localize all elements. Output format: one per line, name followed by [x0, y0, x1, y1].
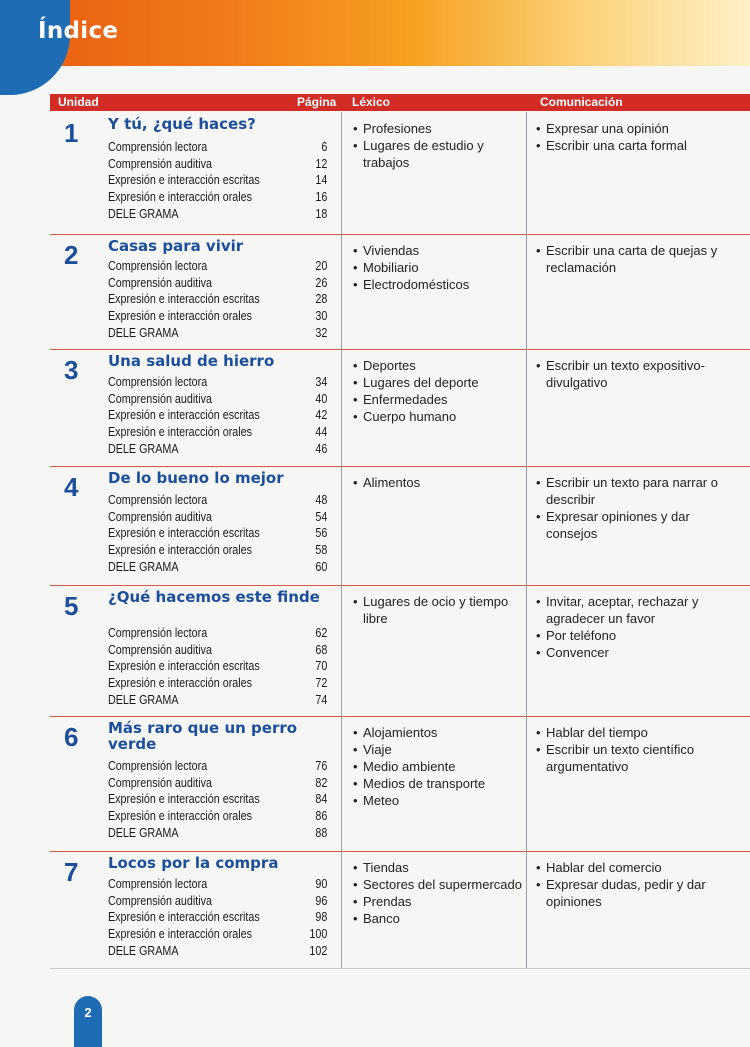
lexicon-list — [353, 859, 523, 927]
lexicon-list — [353, 357, 523, 425]
section-page: 28 — [315, 292, 328, 307]
communication-item: • Expresar opiniones y dar consejos — [536, 508, 741, 542]
unit-title[interactable]: Locos por la compra — [108, 854, 279, 872]
column-divider — [341, 112, 342, 234]
section-entry[interactable] — [108, 275, 328, 293]
lexicon-item: • Prendas — [353, 893, 523, 910]
lexicon-list — [353, 242, 523, 293]
communication-list — [536, 859, 741, 910]
section-label: Comprensión lectora — [108, 375, 208, 389]
section-page: 18 — [315, 206, 328, 221]
section-entry[interactable] — [108, 927, 328, 944]
communication-item: • Invitar, aceptar, rechazar y agradecer un favor — [536, 593, 741, 627]
unit-number: 1 — [64, 118, 79, 148]
section-label: Comprensión lectora — [108, 759, 208, 773]
lexicon-item: • Electrodomésticos — [353, 276, 523, 293]
lexicon-item: • Sectores del supermercado — [353, 876, 523, 893]
section-entry[interactable] — [108, 309, 328, 326]
section-label: Expresión e interacción escritas — [108, 173, 260, 188]
unit-number: 4 — [64, 472, 79, 502]
section-page: 44 — [315, 425, 328, 440]
communication-item: • Escribir un texto para narrar o describir — [536, 474, 741, 508]
section-entry[interactable] — [108, 441, 328, 459]
unit-title[interactable]: Y tú, ¿qué haces? — [108, 115, 256, 133]
column-divider — [526, 466, 527, 585]
unit-row — [50, 585, 750, 717]
header-lexicon: Léxico — [352, 95, 391, 109]
communication-item: • Hablar del tiempo — [536, 724, 741, 741]
section-entry[interactable] — [108, 259, 328, 276]
section-label: Expresión e interacción escritas — [108, 526, 260, 541]
section-entry[interactable] — [108, 408, 328, 425]
section-label: DELE GRAMA — [108, 325, 179, 340]
section-page: 82 — [315, 775, 328, 790]
section-label: DELE GRAMA — [108, 692, 179, 707]
column-divider — [526, 349, 527, 466]
lexicon-item: • Viaje — [353, 741, 523, 758]
section-entry[interactable] — [108, 292, 328, 309]
column-divider — [526, 716, 527, 851]
section-page: 58 — [315, 543, 328, 558]
section-entry[interactable] — [108, 910, 328, 927]
section-page: 40 — [315, 391, 328, 406]
lexicon-item: • Alimentos — [353, 474, 523, 491]
unit-title[interactable]: De lo bueno lo mejor — [108, 469, 284, 487]
section-entry[interactable] — [108, 626, 328, 643]
section-entry[interactable] — [108, 325, 328, 343]
section-label: DELE GRAMA — [108, 943, 179, 958]
section-entry[interactable] — [108, 173, 328, 190]
column-divider — [341, 716, 342, 851]
lexicon-item: • Deportes — [353, 357, 523, 374]
communication-item: • Expresar una opinión — [536, 120, 741, 137]
lexicon-item: • Lugares de ocio y tiempo libre — [353, 593, 523, 627]
section-entry[interactable] — [108, 642, 328, 660]
column-divider — [526, 851, 527, 968]
unit-title[interactable]: Más raro que un perro verde — [108, 719, 298, 753]
section-label: Comprensión lectora — [108, 493, 208, 507]
lexicon-item: • Cuerpo humano — [353, 408, 523, 425]
unit-title[interactable]: ¿Qué hacemos este finde — [108, 588, 320, 606]
section-page: 34 — [315, 375, 328, 389]
section-page: 98 — [315, 910, 328, 925]
section-page: 84 — [315, 792, 328, 807]
header-communication: Comunicación — [540, 95, 623, 109]
communication-item: • Por teléfono — [536, 627, 741, 644]
section-label: Expresión e interacción escritas — [108, 910, 260, 925]
lexicon-item: • Tiendas — [353, 859, 523, 876]
section-page: 60 — [315, 559, 328, 574]
communication-item: • Escribir una carta de quejas y reclamación — [536, 242, 741, 276]
section-label: Comprensión auditiva — [108, 391, 212, 406]
section-entry[interactable] — [108, 140, 328, 157]
section-entry[interactable] — [108, 825, 328, 843]
section-page: 76 — [315, 759, 328, 773]
lexicon-item: • Lugares del deporte — [353, 374, 523, 391]
section-page: 32 — [315, 325, 328, 340]
communication-item: • Expresar dudas, pedir y dar opiniones — [536, 876, 741, 910]
section-page: 72 — [315, 676, 328, 691]
lexicon-item: • Meteo — [353, 792, 523, 809]
section-entry[interactable] — [108, 206, 328, 224]
section-page: 48 — [315, 493, 328, 507]
section-label: Comprensión auditiva — [108, 775, 212, 790]
section-entry[interactable] — [108, 559, 328, 577]
section-page: 56 — [315, 526, 328, 541]
lexicon-list — [353, 120, 523, 171]
section-page: 16 — [315, 190, 328, 205]
section-entry[interactable] — [108, 792, 328, 809]
section-entry[interactable] — [108, 943, 328, 961]
unit-number: 7 — [64, 857, 79, 887]
communication-item: • Escribir una carta formal — [536, 137, 741, 154]
section-entry[interactable] — [108, 526, 328, 543]
section-page: 100 — [309, 927, 328, 942]
lexicon-list — [353, 724, 523, 809]
section-entry[interactable] — [108, 425, 328, 442]
table-header — [50, 94, 750, 111]
section-entry[interactable] — [108, 877, 328, 894]
section-page: 96 — [315, 893, 328, 908]
section-label: Comprensión auditiva — [108, 893, 212, 908]
section-page: 30 — [315, 309, 328, 324]
section-label: Expresión e interacción orales — [108, 425, 253, 440]
lexicon-item: • Banco — [353, 910, 523, 927]
section-label: DELE GRAMA — [108, 441, 179, 456]
section-page: 54 — [315, 509, 328, 524]
lexicon-item: • Enfermedades — [353, 391, 523, 408]
section-entry[interactable] — [108, 375, 328, 392]
lexicon-item: • Profesiones — [353, 120, 523, 137]
section-label: Expresión e interacción escritas — [108, 792, 260, 807]
section-entry[interactable] — [108, 190, 328, 207]
section-page: 74 — [315, 692, 328, 707]
section-entry[interactable] — [108, 156, 328, 174]
section-entry[interactable] — [108, 391, 328, 409]
section-page: 70 — [315, 659, 328, 674]
communication-item: • Convencer — [536, 644, 741, 661]
lexicon-item: • Medio ambiente — [353, 758, 523, 775]
section-label: Expresión e interacción orales — [108, 927, 253, 942]
column-divider — [341, 585, 342, 716]
section-page: 46 — [315, 441, 328, 456]
section-entry[interactable] — [108, 493, 328, 510]
page-number: 2 — [74, 996, 102, 1047]
unit-number: 5 — [64, 591, 79, 621]
section-page: 26 — [315, 275, 328, 290]
section-label: Comprensión lectora — [108, 140, 208, 154]
unit-row — [50, 716, 750, 852]
section-label: Expresión e interacción orales — [108, 190, 253, 205]
section-page: 62 — [315, 626, 328, 640]
section-label: Expresión e interacción escritas — [108, 292, 260, 307]
section-label: DELE GRAMA — [108, 559, 179, 574]
lexicon-list — [353, 593, 523, 627]
section-entry[interactable] — [108, 775, 328, 793]
communication-list — [536, 357, 741, 391]
unit-number: 6 — [64, 722, 79, 752]
unit-number: 3 — [64, 355, 79, 385]
section-label: Expresión e interacción orales — [108, 676, 253, 691]
section-page: 6 — [321, 140, 328, 154]
header-unit: Unidad — [58, 95, 99, 109]
section-entry[interactable] — [108, 509, 328, 527]
section-label: Comprensión lectora — [108, 877, 208, 891]
page-title: Índice — [38, 18, 119, 44]
section-label: Comprensión lectora — [108, 626, 208, 640]
unit-row — [50, 112, 750, 235]
unit-title[interactable]: Casas para vivir — [108, 237, 244, 255]
lexicon-item: • Medios de transporte — [353, 775, 523, 792]
section-label: Expresión e interacción escritas — [108, 659, 260, 674]
section-page: 42 — [315, 408, 328, 423]
unit-row — [50, 234, 750, 350]
section-page: 86 — [315, 809, 328, 824]
unit-row — [50, 466, 750, 586]
section-label: DELE GRAMA — [108, 825, 179, 840]
column-divider — [526, 234, 527, 349]
section-entry[interactable] — [108, 543, 328, 560]
column-divider — [341, 349, 342, 466]
column-divider — [341, 466, 342, 585]
section-entry[interactable] — [108, 692, 328, 710]
section-page: 14 — [315, 173, 328, 188]
column-divider — [341, 851, 342, 968]
section-label: Comprensión auditiva — [108, 275, 212, 290]
section-entry[interactable] — [108, 759, 328, 776]
communication-item: • Escribir un texto expositivo-divulgativo — [536, 357, 741, 391]
section-label: Comprensión lectora — [108, 259, 208, 273]
section-entry[interactable] — [108, 676, 328, 693]
column-divider — [526, 585, 527, 716]
section-entry[interactable] — [108, 659, 328, 676]
section-label: Comprensión auditiva — [108, 156, 212, 171]
communication-list — [536, 120, 741, 154]
section-page: 90 — [315, 877, 328, 891]
section-page: 68 — [315, 642, 328, 657]
communication-item: • Hablar del comercio — [536, 859, 741, 876]
lexicon-item: • Mobiliario — [353, 259, 523, 276]
section-page: 12 — [315, 156, 328, 171]
section-label: Expresión e interacción orales — [108, 809, 253, 824]
communication-list — [536, 242, 741, 276]
lexicon-item: • Alojamientos — [353, 724, 523, 741]
unit-row — [50, 851, 750, 969]
communication-list — [536, 593, 741, 661]
unit-title[interactable]: Una salud de hierro — [108, 352, 275, 370]
communication-list — [536, 724, 741, 775]
header-corner — [0, 0, 70, 95]
unit-number: 2 — [64, 240, 79, 270]
section-page: 88 — [315, 825, 328, 840]
header-page: Página — [297, 95, 337, 109]
lexicon-item: • Lugares de estudio y trabajos — [353, 137, 523, 171]
table-bottom-rule — [50, 968, 750, 969]
unit-row — [50, 349, 750, 467]
section-label: Comprensión auditiva — [108, 642, 212, 657]
section-label: Comprensión auditiva — [108, 509, 212, 524]
section-page: 20 — [315, 259, 328, 273]
column-divider — [526, 112, 527, 234]
column-divider — [341, 234, 342, 349]
lexicon-item: • Viviendas — [353, 242, 523, 259]
section-entry[interactable] — [108, 809, 328, 826]
section-label: Expresión e interacción orales — [108, 543, 253, 558]
section-label: Expresión e interacción escritas — [108, 408, 260, 423]
communication-item: • Escribir un texto científico argumentativo — [536, 741, 741, 775]
section-page: 102 — [309, 943, 328, 958]
section-label: Expresión e interacción orales — [108, 309, 253, 324]
communication-list — [536, 474, 741, 542]
lexicon-list — [353, 474, 523, 491]
section-entry[interactable] — [108, 893, 328, 911]
section-label: DELE GRAMA — [108, 206, 179, 221]
